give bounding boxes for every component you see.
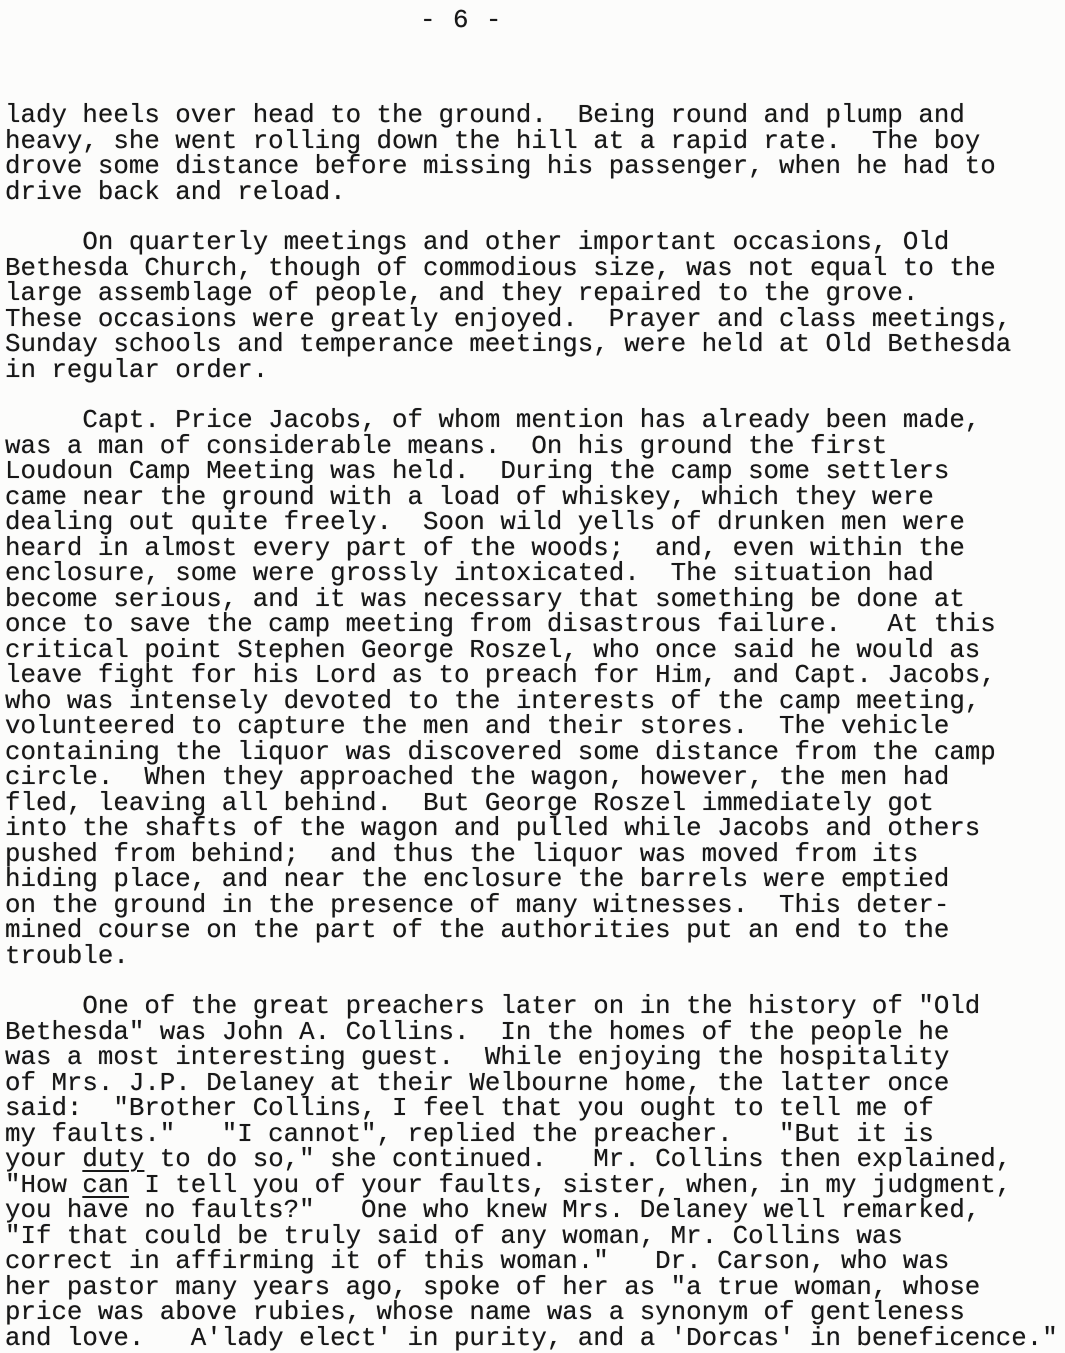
- text-line: my faults." "I cannot", replied the preacher. "But it is: [5, 1119, 934, 1149]
- text-line: "If that could be truly said of any woman, Mr. Collins was: [5, 1221, 903, 1251]
- text-line: Sunday schools and temperance meetings, were held at Old Bethesda: [5, 330, 1012, 359]
- paragraph: [5, 994, 1065, 1351]
- text-line: Bethesda" was John A. Collins. In the homes of the people he: [5, 1017, 950, 1047]
- underlined-word: duty: [82, 1145, 145, 1174]
- text-line: Bethesda Church, though of commodious size, was not equal to the: [5, 253, 996, 283]
- text-line: said: "Brother Collins, I feel that you ought to tell me of: [5, 1094, 934, 1123]
- text-line: Capt. Price Jacobs, of whom mention has already been made,: [5, 406, 981, 435]
- text-line: came near the ground with a load of whiskey, which they were: [5, 482, 934, 512]
- text-line: her pastor many years ago, spoke of her as "a true woman, whose: [5, 1272, 981, 1302]
- page-number: - 6 -: [420, 6, 503, 35]
- text-line: drove some distance before missing his passenger, when he had to: [5, 152, 996, 181]
- text-line: you have no faults?" One who knew Mrs. Delaney well remarked,: [5, 1196, 981, 1225]
- text-line: critical point Stephen George Roszel, who once said he would as: [5, 635, 981, 665]
- underlined-word: can: [82, 1170, 129, 1200]
- document-body: [5, 103, 1065, 1351]
- text-line: once to save the camp meeting from disastrous failure. At this: [5, 610, 996, 639]
- text-line: drive back and reload.: [5, 177, 346, 207]
- text-line: price was above rubies, whose name was a synonym of gentleness: [5, 1298, 965, 1327]
- paragraph: [5, 103, 1065, 205]
- text-line: into the shafts of the wagon and pulled while Jacobs and others: [5, 814, 981, 843]
- text-line: trouble.: [5, 941, 129, 971]
- text-line: heavy, she went rolling down the hill at a rapid rate. The boy: [5, 126, 981, 156]
- text-line: "How can I tell you of your faults, sister, when, in my judgment,: [5, 1170, 1012, 1200]
- text-line: your duty to do so," she continued. Mr. Collins then explained,: [5, 1145, 1012, 1174]
- text-line: who was intensely devoted to the interests of the camp meeting,: [5, 686, 981, 716]
- paragraph: [5, 408, 1065, 969]
- text-line: leave fight for his Lord as to preach for Him, and Capt. Jacobs,: [5, 661, 996, 690]
- text-line: was a man of considerable means. On his ground the first: [5, 431, 888, 461]
- text-line: lady heels over head to the ground. Being round and plump and: [5, 101, 965, 130]
- text-line: mined course on the part of the authorities put an end to the: [5, 916, 950, 945]
- text-line: pushed from behind; and thus the liquor was moved from its: [5, 839, 919, 869]
- text-line: on the ground in the presence of many witnesses. This deter-: [5, 890, 950, 920]
- text-line: hiding place, and near the enclosure the barrels were emptied: [5, 865, 950, 894]
- text-line: and love. A'lady elect' in purity, and a 'Dorcas' in beneficence.": [5, 1323, 1058, 1353]
- text-line: Loudoun Camp Meeting was held. During the camp some settlers: [5, 457, 950, 486]
- text-line: containing the liquor was discovered some distance from the camp: [5, 737, 996, 767]
- text-line: These occasions were greatly enjoyed. Prayer and class meetings,: [5, 304, 1012, 334]
- text-line: dealing out quite freely. Soon wild yells of drunken men were: [5, 508, 965, 537]
- paragraph: [5, 230, 1065, 383]
- text-line: circle. When they approached the wagon, however, the men had: [5, 763, 950, 792]
- text-line: correct in affirming it of this woman." Dr. Carson, who was: [5, 1247, 950, 1276]
- text-line: fled, leaving all behind. But George Roszel immediately got: [5, 788, 934, 818]
- text-line: On quarterly meetings and other important occasions, Old: [5, 228, 950, 257]
- text-line: in regular order.: [5, 355, 269, 385]
- text-line: of Mrs. J.P. Delaney at their Welbourne home, the latter once: [5, 1068, 950, 1098]
- text-line: enclosure, some were grossly intoxicated. The situation had: [5, 559, 934, 588]
- text-line: volunteered to capture the men and their stores. The vehicle: [5, 712, 950, 741]
- text-line: become serious, and it was necessary that something be done at: [5, 584, 965, 614]
- text-line: heard in almost every part of the woods; and, even within the: [5, 533, 965, 563]
- text-line: One of the great preachers later on in the history of "Old: [5, 992, 981, 1021]
- text-line: large assemblage of people, and they repaired to the grove.: [5, 279, 919, 308]
- text-line: was a most interesting guest. While enjoying the hospitality: [5, 1043, 950, 1072]
